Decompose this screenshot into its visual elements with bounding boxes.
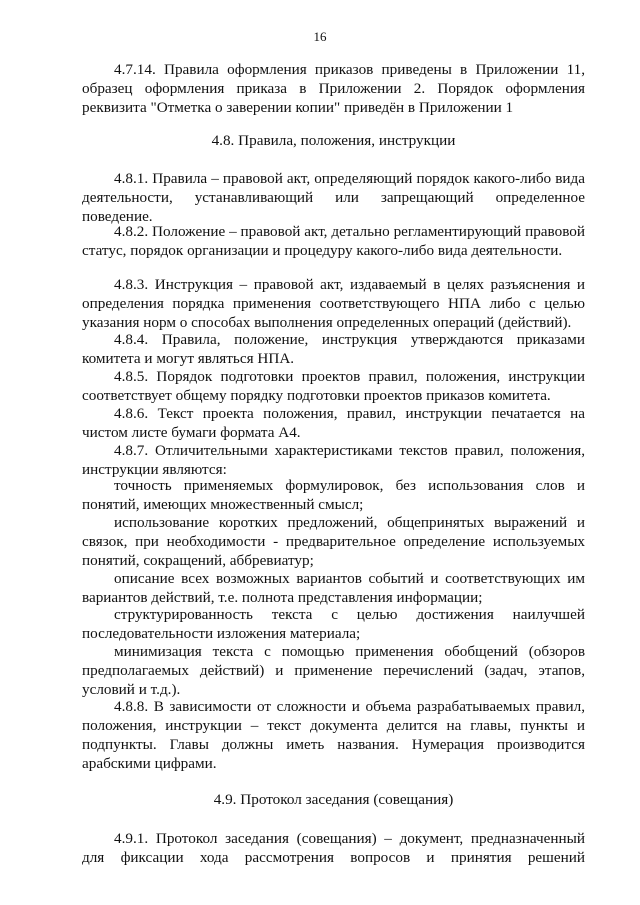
page-number: 16 [313, 29, 327, 44]
paragraph-4-7-14: 4.7.14. Правила оформления приказов приведены в Приложении 11, образец оформления приказа в Приложении 2. Порядок оформления реквизита "Отметка о заверении копии" приведён в Приложении 1 [82, 61, 585, 116]
section-heading-4-8: 4.8. Правила, положения, инструкции [211, 132, 456, 149]
characteristic-item: описание всех возможных вариантов событий и соответствующих им вариантов действий, т.е. полнота представления информации; [82, 570, 585, 606]
item-4-8-4: 4.8.4. Правила, положение, инструкция утверждаются приказами комитета и могут являться НПА. [82, 331, 585, 367]
paragraph-4-8-8: 4.8.8. В зависимости от сложности и объема разрабатываемых правил, положения, инструкции – текст документа делится на главы, пункты и подпункты. Главы должны иметь названия. Нумерация производится арабскими цифрами. [82, 698, 585, 772]
item-4-8-1: 4.8.1. Правила – правовой акт, определяющий порядок какого-либо вида деятельности, устанавливающий или запрещающий определенное поведение. [82, 170, 585, 225]
item-4-8-2: 4.8.2. Положение – правовой акт, детально регламентирующий правовой статус, порядок организации и процедуру какого-либо вида деятельности. [82, 223, 585, 259]
paragraph-4-9-1: 4.9.1. Протокол заседания (совещания) – документ, предназначенный для фиксации хода рассмотрения вопросов и принятия решений [82, 830, 585, 866]
section-heading-4-9: 4.9. Протокол заседания (совещания) [213, 791, 454, 808]
characteristic-item: использование коротких предложений, общепринятых выражений и связок, при необходимости - предварительное определение используемых понятий, сокращений, аббревиатур; [82, 514, 585, 569]
characteristic-item: структурированность текста с целью достижения наилучшей последовательности изложения материала; [82, 606, 585, 642]
item-4-8-3: 4.8.3. Инструкция – правовой акт, издаваемый в целях разъяснения и определения порядка применения соответствующего НПА либо с целью указания норм о способах выполнения определенных операций (действий). [82, 276, 585, 331]
item-4-8-7: 4.8.7. Отличительными характеристиками текстов правил, положения, инструкции являются: [82, 442, 585, 478]
characteristic-item: минимизация текста с помощью применения обобщений (обзоров предполагаемых действий) и применение перечислений (задач, этапов, условий и т.д.). [82, 643, 585, 698]
characteristic-item: точность применяемых формулировок, без использования слов и понятий, имеющих множественный смысл; [82, 477, 585, 513]
item-4-8-6: 4.8.6. Текст проекта положения, правил, инструкции печатается на чистом листе бумаги формата А4. [82, 405, 585, 441]
item-4-8-5: 4.8.5. Порядок подготовки проектов правил, положения, инструкции соответствует общему порядку подготовки проектов приказов комитета. [82, 368, 585, 404]
